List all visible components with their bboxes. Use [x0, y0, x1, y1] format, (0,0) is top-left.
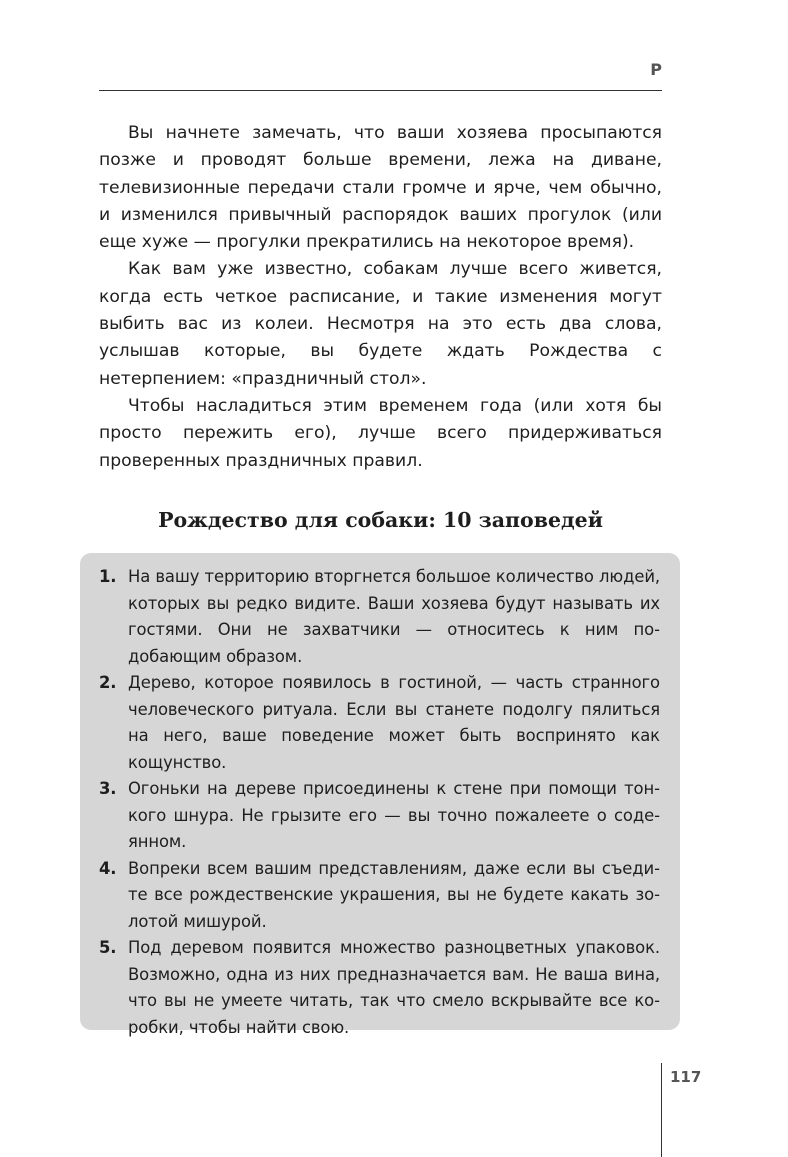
commandment-text: Дерево, которое появилось в гостиной, — часть странного человеческого ритуала. Если вы станете подолгу пялиться на него, ваше поведение может быть воспринято как кощунство.	[128, 673, 660, 772]
commandment-number: 4.	[99, 858, 117, 878]
body-paragraph: Как вам уже известно, собакам лучше всего живется, когда есть четкое расписание, и такие изменения могут выбить вас из колеи. Несмотря на это есть два слова, услышав которые, вы будете ждать Рождества с нетерпением: «праздничный стол».	[99, 259, 662, 389]
commandment-text: Огоньки на дереве присоединены к стене при помощи тонкого шнура. Не грызите его — вы точно пожалеете о содеянном.	[128, 779, 660, 851]
body-paragraph: Чтобы насладиться этим временем года (или хотя бы просто пережить его), лучше всего придерживаться проверенных праздничных правил.	[99, 395, 662, 471]
page-number: 117	[670, 1068, 702, 1086]
commandment-item	[99, 564, 660, 670]
section-heading: Рождество для собаки: 10 заповедей	[158, 508, 603, 532]
commandment-number: 2.	[99, 673, 117, 692]
commandment-text: Вопреки всем вашим представлениям, даже если вы съедите все рождественские украшения, вы не будете какать золотой мишурой.	[128, 858, 660, 931]
running-header-letter: Р	[650, 60, 662, 79]
body-text	[99, 120, 662, 475]
commandments-list	[99, 564, 660, 1041]
commandment-item	[99, 856, 660, 936]
commandment-text: Под деревом появится множество разноцветных упаковок. Возможно, одна из них предназначается вам. Не ваша вина, что вы не умеете читать, так что смело вскрывайте все коробки, чтобы найти свою.	[128, 938, 660, 1037]
page-number-divider	[661, 1063, 662, 1157]
body-paragraph: Вы начнете замечать, что ваши хозяева просыпаются позже и проводят больше времени, лежа на диване, телевизионные передачи стали громче и ярче, чем обычно, и изменился привычный распорядок ваших прогулок (или еще хуже — прогулки прекратились на некоторое время).	[99, 123, 662, 253]
header-divider	[99, 90, 662, 91]
commandment-text: На вашу территорию вторгнется большое количество людей, которых вы редко видите. Ваши хозяева будут называть их гостями. Они не захватчики — относитесь к ним подобающим образом.	[128, 567, 660, 666]
commandments-box	[80, 553, 680, 1037]
commandment-item	[99, 776, 660, 856]
commandment-number: 5.	[99, 938, 117, 957]
commandment-number: 1.	[99, 567, 117, 586]
commandment-item	[99, 670, 660, 776]
commandment-item	[99, 935, 660, 1041]
commandment-number: 3.	[99, 779, 117, 798]
